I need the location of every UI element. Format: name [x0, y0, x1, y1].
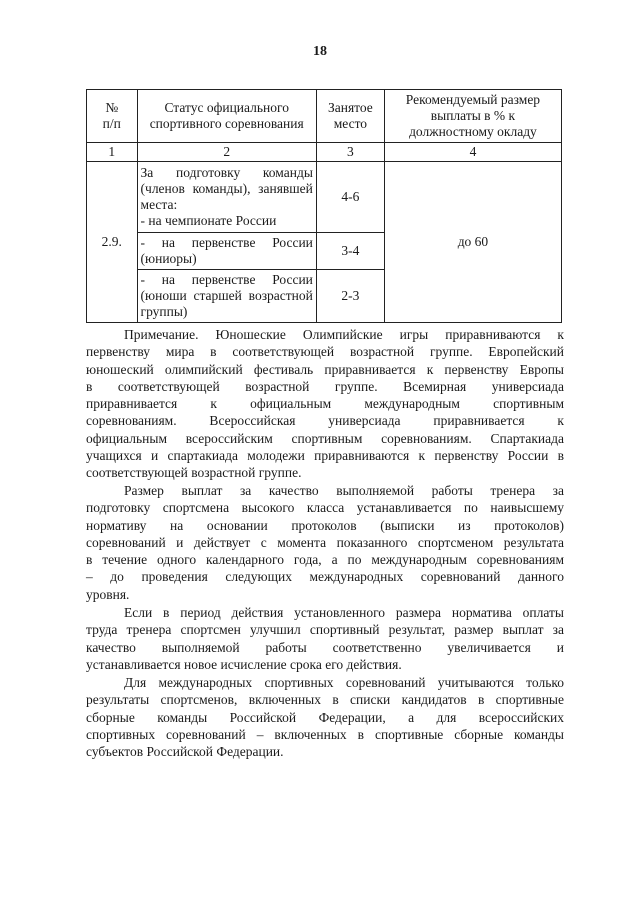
status-line: (юниоры): [140, 251, 197, 266]
header-num-line: п/п: [102, 116, 121, 131]
header-num-line: №: [105, 100, 119, 115]
header-place-line: место: [333, 116, 368, 131]
text-line: юношеский олимпийский фестиваль приравнивается к первенству Европы: [86, 361, 564, 377]
text-line: подготовку спортсмена высокого класса устанавливается по наивысшему: [86, 500, 564, 516]
payment-size-paragraph: [86, 482, 564, 603]
header-status: [137, 90, 316, 143]
page-number: 18: [313, 44, 327, 59]
header-payment: [384, 90, 561, 143]
text-line: Размер выплат за качество выполняемой работы тренера за: [124, 483, 564, 498]
payment-cell: до 60: [384, 162, 561, 323]
status-cell: [137, 162, 316, 233]
text-line: в соответствующей возрастной группе. Всемирная универсиада: [86, 378, 564, 394]
text-line: приравнивается к официальным международным спортивным: [86, 396, 564, 412]
status-line: За подготовку команды: [140, 165, 313, 180]
status-line: (членов команды), занявшей: [140, 181, 313, 196]
text-line: спортивных соревнований – включенных в спортивные сборные команды: [86, 726, 564, 742]
status-line: группы): [140, 304, 188, 319]
place-cell: 4-6: [316, 162, 384, 233]
place-cell: 2-3: [316, 270, 384, 323]
text-line: труда тренера спортсмен улучшил спортивный результат, размер выплат за: [86, 622, 564, 638]
text-line: устанавливается новое исчисление срока его действия.: [86, 656, 402, 672]
status-line: - на чемпионате России: [140, 213, 277, 228]
text-line: уровня.: [86, 586, 130, 602]
status-cell: [137, 233, 316, 270]
header-payment-line: выплаты в % к: [430, 108, 516, 123]
status-line: - на первенстве России: [140, 235, 313, 250]
status-line: (юноши старшей возрастной: [140, 288, 313, 303]
header-payment-line: должностному окладу: [409, 124, 537, 139]
text-line: качество выполняемой работы соответственно увеличивается и: [86, 639, 564, 655]
column-number: 3: [316, 143, 384, 162]
column-number: 4: [384, 143, 561, 162]
table-header-row: [87, 90, 562, 143]
text-line: соревнованиям. Всероссийская универсиада приравнивается к: [86, 413, 564, 429]
text-line: субъектов Российской Федерации.: [86, 744, 284, 760]
row-number: 2.9.: [87, 162, 138, 323]
text-line: сборные команды Российской Федерации, а для всероссийских: [86, 709, 564, 725]
text-line: нормативу на основании протоколов (выписки из протоколов): [86, 517, 564, 533]
text-line: результаты спортсменов, включенных в списки кандидатов в спортивные: [86, 692, 564, 708]
status-line: места:: [140, 197, 178, 212]
header-num: [87, 90, 138, 143]
status-line: - на первенстве России: [140, 272, 313, 287]
status-cell: [137, 270, 316, 323]
text-line: Если в период действия установленного размера норматива оплаты: [124, 605, 564, 620]
result-improvement-paragraph: [86, 604, 564, 673]
text-line: Для международных спортивных соревнований учитываются только: [124, 675, 564, 690]
header-status-line: Статус официального: [164, 100, 289, 115]
column-number: 1: [87, 143, 138, 162]
header-payment-line: Рекомендуемый размер: [405, 92, 541, 107]
text-line: официальным всероссийским спортивным соревнованиям. Спартакиада: [86, 430, 564, 446]
text-line: – до проведения следующих международных соревнований данного: [86, 569, 564, 585]
note-paragraph: [86, 326, 564, 482]
text-line: соответствующей возрастной группе.: [86, 465, 302, 481]
header-status-line: спортивного соревнования: [149, 116, 304, 131]
text-line: первенству мира в соответствующей возрастной группе. Европейский: [86, 344, 564, 360]
header-place: [316, 90, 384, 143]
text-line: соревнований и действует с момента показанного спортсменом результата: [86, 534, 564, 550]
table-row: [87, 162, 562, 233]
payment-table: [86, 89, 562, 323]
text-line: в течение одного календарного года, а по международным соревнованиям: [86, 552, 564, 568]
text-line: учащихся и спартакиада молодежи приравниваются к первенству России в: [86, 448, 564, 464]
text-line: Примечание. Юношеские Олимпийские игры приравниваются к: [124, 327, 564, 342]
international-competitions-paragraph: [86, 674, 564, 760]
place-cell: 3-4: [316, 233, 384, 270]
header-place-line: Занятое: [327, 100, 373, 115]
column-number: 2: [137, 143, 316, 162]
column-number-row: [87, 143, 562, 162]
